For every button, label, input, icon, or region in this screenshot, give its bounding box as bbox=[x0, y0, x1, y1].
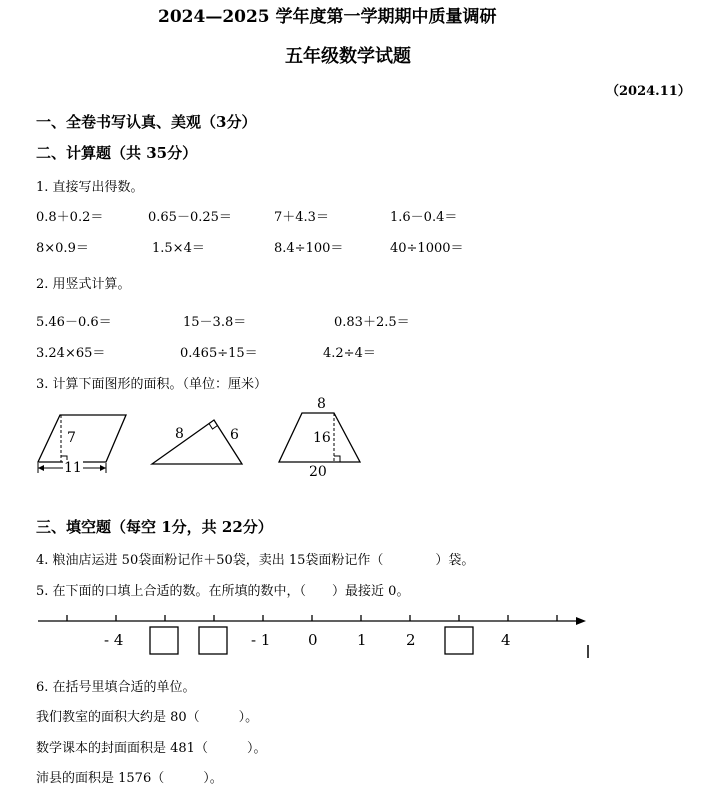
tick-label: 1 bbox=[357, 631, 367, 649]
tick-label: 2 bbox=[406, 631, 416, 649]
parallelogram-figure bbox=[38, 415, 126, 476]
section2-heading: 二、计算题（共 35分） bbox=[36, 144, 198, 162]
q2-item: 5.46－0.6＝ bbox=[36, 315, 112, 330]
q4-text: 4. 粮油店运进 50袋面粉记作＋50袋，卖出 15袋面粉记作（ ）袋。 bbox=[36, 553, 475, 568]
trapezoid-bottom-label: 20 bbox=[309, 464, 327, 480]
q1-item: 0.65－0.25＝ bbox=[148, 210, 232, 225]
parallelogram-height-label: 7 bbox=[67, 430, 76, 446]
trapezoid-height-label: 16 bbox=[313, 430, 331, 446]
q1-item: 1.5×4＝ bbox=[152, 241, 205, 256]
number-line-ticks bbox=[67, 615, 557, 621]
q2-prompt: 2. 用竖式计算。 bbox=[36, 277, 131, 292]
q5-text: 5. 在下面的口填上合适的数。在所填的数中，（ ）最接近 0。 bbox=[36, 584, 410, 599]
arrow-left-icon bbox=[38, 465, 44, 471]
triangle-figure bbox=[152, 420, 242, 464]
tick-label: - 4 bbox=[104, 631, 124, 649]
tick-label: - 1 bbox=[251, 631, 271, 649]
q6-line: 沛县的面积是 1576（ ）。 bbox=[36, 771, 223, 786]
q1-item: 40÷1000＝ bbox=[390, 241, 464, 256]
q3-prompt: 3. 计算下面图形的面积。（单位：厘米） bbox=[36, 377, 268, 392]
number-line bbox=[30, 605, 600, 660]
exam-date: （2024.11） bbox=[606, 84, 691, 99]
trapezoid-top-label: 8 bbox=[317, 396, 326, 412]
q2-item: 0.465÷15＝ bbox=[180, 346, 258, 361]
q1-prompt: 1. 直接写出得数。 bbox=[36, 180, 144, 195]
q1-item: 7＋4.3＝ bbox=[274, 210, 329, 225]
triangle-side-b-label: 6 bbox=[230, 427, 239, 443]
tick-label: 0 bbox=[308, 631, 318, 649]
exam-subtitle: 五年级数学试题 bbox=[285, 46, 411, 67]
triangle-shape bbox=[152, 420, 242, 464]
answer-box[interactable] bbox=[445, 627, 473, 654]
answer-box[interactable] bbox=[199, 627, 227, 654]
q2-item: 4.2÷4＝ bbox=[323, 346, 376, 361]
answer-box[interactable] bbox=[150, 627, 178, 654]
q1-item: 8.4÷100＝ bbox=[274, 241, 344, 256]
parallelogram-shape bbox=[38, 415, 126, 462]
q1-item: 1.6－0.4＝ bbox=[390, 210, 458, 225]
q2-item: 3.24×65＝ bbox=[36, 346, 106, 361]
triangle-side-a-label: 8 bbox=[175, 426, 184, 442]
q1-item: 8×0.9＝ bbox=[36, 241, 89, 256]
q3-figures bbox=[30, 390, 370, 480]
arrow-right-icon bbox=[100, 465, 106, 471]
parallelogram-base-label: 11 bbox=[64, 460, 82, 476]
trapezoid-figure bbox=[279, 396, 360, 480]
section3-heading: 三、填空题（每空 1分，共 22分） bbox=[36, 518, 273, 536]
arrow-right-icon bbox=[576, 617, 586, 625]
q1-item: 0.8＋0.2＝ bbox=[36, 210, 104, 225]
q2-item: 15－3.8＝ bbox=[183, 315, 247, 330]
right-angle-mark bbox=[334, 456, 340, 462]
q6-line: 数学课本的封面面积是 481（ ）。 bbox=[36, 741, 267, 756]
q2-item: 0.83＋2.5＝ bbox=[334, 315, 410, 330]
section1-heading: 一、全卷书写认真、美观（3分） bbox=[36, 113, 257, 131]
exam-title: 2024—2025 学年度第一学期期中质量调研 bbox=[158, 7, 497, 27]
q6-prompt: 6. 在括号里填合适的单位。 bbox=[36, 680, 196, 695]
tick-label: 4 bbox=[501, 631, 511, 649]
q6-line: 我们教室的面积大约是 80（ ）。 bbox=[36, 710, 259, 725]
